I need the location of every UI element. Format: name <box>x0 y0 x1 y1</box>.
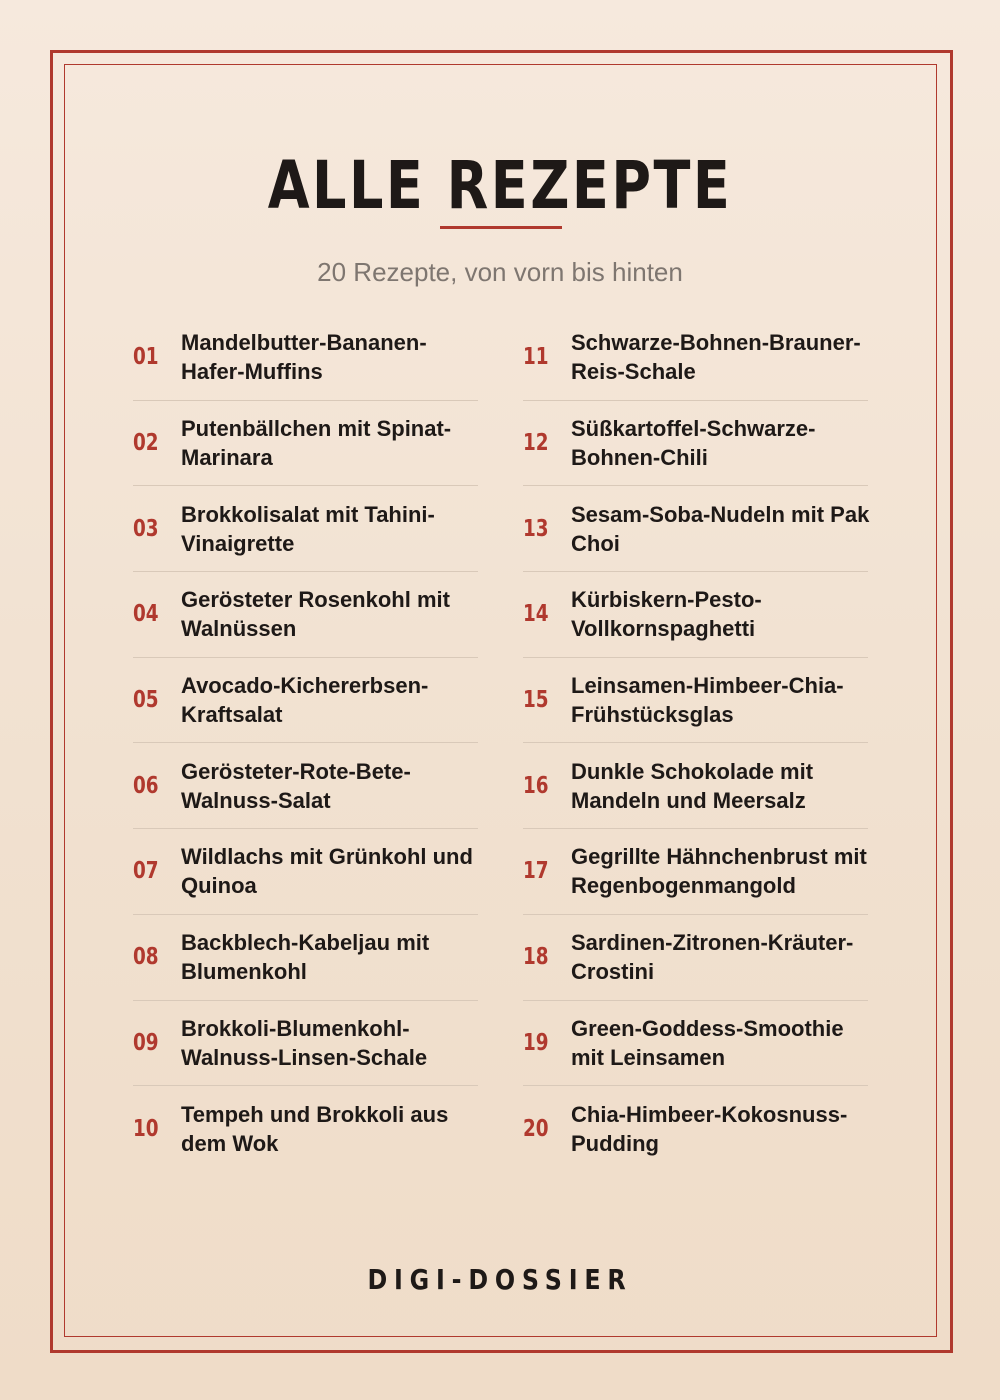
recipe-name: Gegrillte Hähnchenbrust mit Regenbogenmangold <box>571 844 867 899</box>
recipe-number: 06 <box>133 772 159 799</box>
recipe-item[interactable] <box>133 1085 478 1171</box>
recipe-item[interactable] <box>523 828 868 914</box>
recipe-number: 12 <box>523 430 549 457</box>
recipe-name: Wildlachs mit Grünkohl und Quinoa <box>181 844 473 899</box>
recipe-number: 18 <box>523 944 549 971</box>
recipe-item[interactable] <box>133 828 478 914</box>
recipe-name: Mandelbutter-Bananen-Hafer-Muffins <box>181 329 427 384</box>
recipe-number: 03 <box>133 515 159 542</box>
recipe-number: 17 <box>523 858 549 885</box>
recipe-number: 19 <box>523 1029 549 1056</box>
brand-footer: DIGI-DOSSIER <box>367 1263 633 1296</box>
recipe-name: Dunkle Schokolade mit Mandeln und Meersalz <box>571 758 814 813</box>
recipe-number: 11 <box>523 343 549 370</box>
recipe-item[interactable] <box>133 1000 478 1086</box>
recipe-item[interactable] <box>523 314 868 400</box>
recipe-number: 02 <box>133 430 159 457</box>
recipe-name: Sardinen-Zitronen-Kräuter-Crostini <box>571 930 854 985</box>
recipe-item[interactable] <box>523 657 868 743</box>
recipe-item[interactable] <box>523 1085 868 1171</box>
recipe-item[interactable] <box>523 400 868 486</box>
recipe-item[interactable] <box>523 742 868 828</box>
title-underline <box>440 226 562 229</box>
recipe-item[interactable] <box>133 657 478 743</box>
recipe-number: 15 <box>523 687 549 714</box>
recipe-name: Tempeh und Brokkoli aus dem Wok <box>181 1101 449 1156</box>
recipe-name: Gerösteter-Rote-Bete-Walnuss-Salat <box>181 758 411 813</box>
recipe-name: Brokkoli-Blumenkohl-Walnuss-Linsen-Schale <box>181 1015 428 1070</box>
recipe-item[interactable] <box>133 400 478 486</box>
recipe-item[interactable] <box>133 314 478 400</box>
recipe-item[interactable] <box>523 914 868 1000</box>
recipe-name: Süßkartoffel-Schwarze-Bohnen-Chili <box>571 416 816 471</box>
recipe-number: 07 <box>133 858 159 885</box>
recipe-name: Sesam-Soba-Nudeln mit Pak Choi <box>571 501 870 556</box>
recipe-number: 14 <box>523 601 549 628</box>
recipe-name: Green-Goddess-Smoothie mit Leinsamen <box>571 1015 844 1070</box>
recipe-name: Leinsamen-Himbeer-Chia-Frühstücksglas <box>571 673 844 728</box>
recipe-column-right <box>523 314 868 1171</box>
recipe-name: Chia-Himbeer-Kokosnuss-Pudding <box>571 1101 848 1156</box>
recipe-name: Putenbällchen mit Spinat-Marinara <box>181 416 452 471</box>
recipe-number: 16 <box>523 772 549 799</box>
recipe-item[interactable] <box>523 485 868 571</box>
recipe-item[interactable] <box>133 742 478 828</box>
recipe-number: 10 <box>133 1115 159 1142</box>
recipe-number: 13 <box>523 515 549 542</box>
recipe-name: Avocado-Kichererbsen-Kraftsalat <box>181 673 429 728</box>
recipe-item[interactable] <box>523 571 868 657</box>
recipe-number: 20 <box>523 1115 549 1142</box>
page-title: ALLE REZEPTE <box>267 147 733 224</box>
recipe-name: Gerösteter Rosenkohl mit Walnüssen <box>181 587 450 642</box>
recipe-name: Brokkolisalat mit Tahini-Vinaigrette <box>181 501 435 556</box>
recipe-number: 05 <box>133 687 159 714</box>
recipe-number: 08 <box>133 944 159 971</box>
recipe-number: 01 <box>133 343 159 370</box>
recipe-item[interactable] <box>133 571 478 657</box>
recipe-number: 04 <box>133 601 159 628</box>
recipe-number: 09 <box>133 1029 159 1056</box>
recipe-item[interactable] <box>523 1000 868 1086</box>
recipe-item[interactable] <box>133 485 478 571</box>
recipe-name: Kürbiskern-Pesto-Vollkornspaghetti <box>571 587 762 642</box>
page-subtitle: 20 Rezepte, von vorn bis hinten <box>317 257 683 287</box>
recipe-column-left <box>133 314 478 1171</box>
recipe-item[interactable] <box>133 914 478 1000</box>
recipe-name: Backblech-Kabeljau mit Blumenkohl <box>181 930 430 985</box>
recipe-name: Schwarze-Bohnen-Brauner-Reis-Schale <box>571 329 861 384</box>
